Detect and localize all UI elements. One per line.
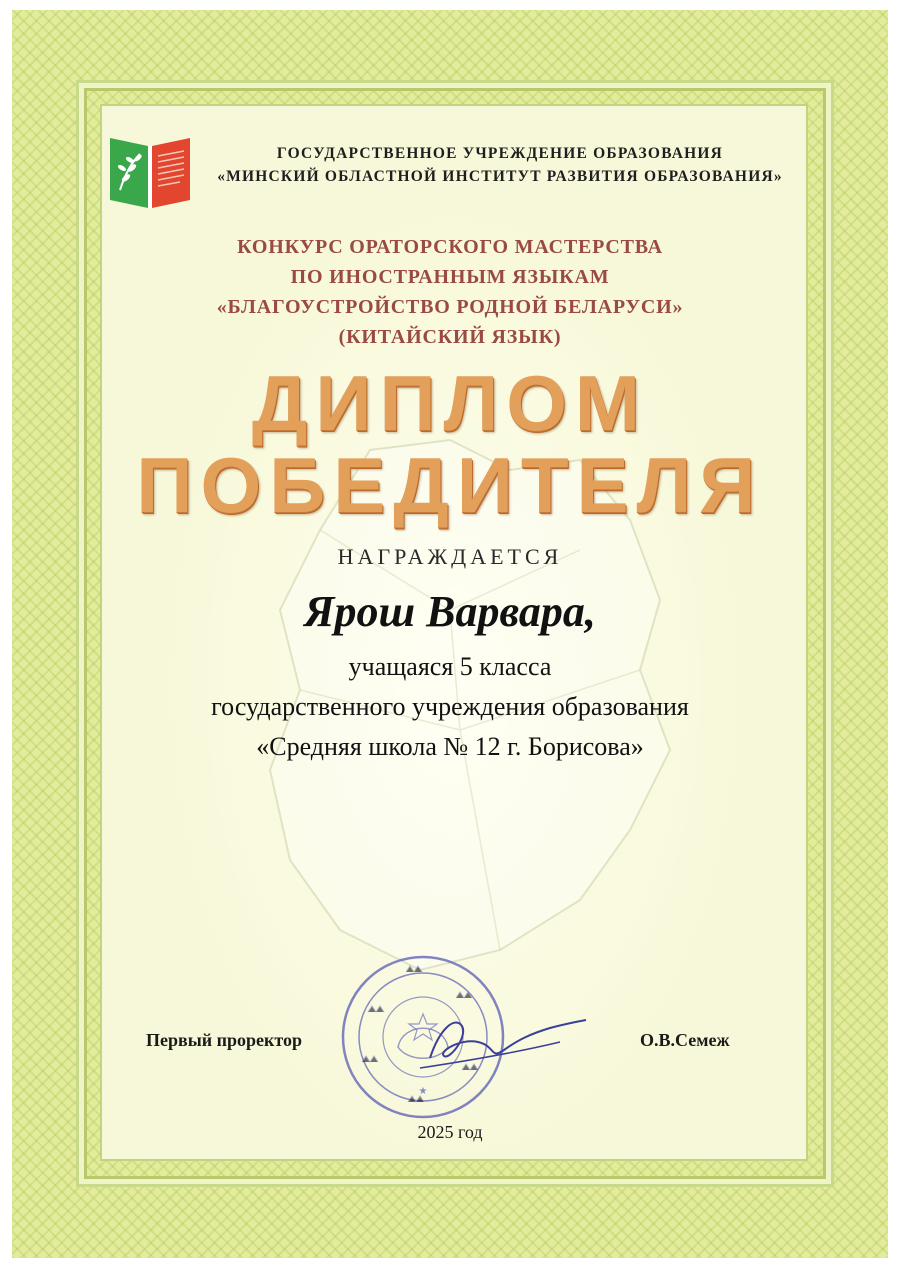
issue-year: 2025 год — [417, 1122, 483, 1142]
contest-title-line-4: (КИТАЙСКИЙ ЯЗЫК) — [338, 326, 562, 348]
contest-title-line-1: КОНКУРС ОРАТОРСКОГО МАСТЕРСТВА — [237, 236, 663, 258]
signer-name: О.В.Семеж — [640, 1030, 730, 1050]
svg-text:★: ★ — [418, 1086, 428, 1097]
recipient-school: «Средняя школа № 12 г. Борисова» — [256, 732, 644, 761]
awarded-label: НАГРАЖДАЕТСЯ — [337, 544, 563, 569]
contest-title-line-2: ПО ИНОСТРАННЫМ ЯЗЫКАМ — [290, 266, 610, 288]
winner-title: ПОБЕДИТЕЛЯ — [136, 441, 764, 529]
contest-title-line-3: «БЛАГОУСТРОЙСТВО РОДНОЙ БЕЛАРУСИ» — [216, 296, 684, 318]
organization-name-line-1: ГОСУДАРСТВЕННОЕ УЧРЕЖДЕНИЕ ОБРАЗОВАНИЯ — [276, 145, 724, 162]
signer-title: Первый проректор — [146, 1030, 303, 1050]
handwritten-signature — [400, 998, 590, 1078]
organization-name-line-2: «МИНСКИЙ ОБЛАСТНОЙ ИНСТИТУТ РАЗВИТИЯ ОБРАЗОВАНИЯ» — [217, 168, 783, 185]
diploma-title: ДИПЛОМ — [251, 359, 649, 447]
recipient-name: Ярош Варвара, — [304, 587, 596, 636]
recipient-class: учащаяся 5 класса — [348, 652, 552, 681]
recipient-institution-type: государственного учреждения образования — [211, 692, 689, 721]
